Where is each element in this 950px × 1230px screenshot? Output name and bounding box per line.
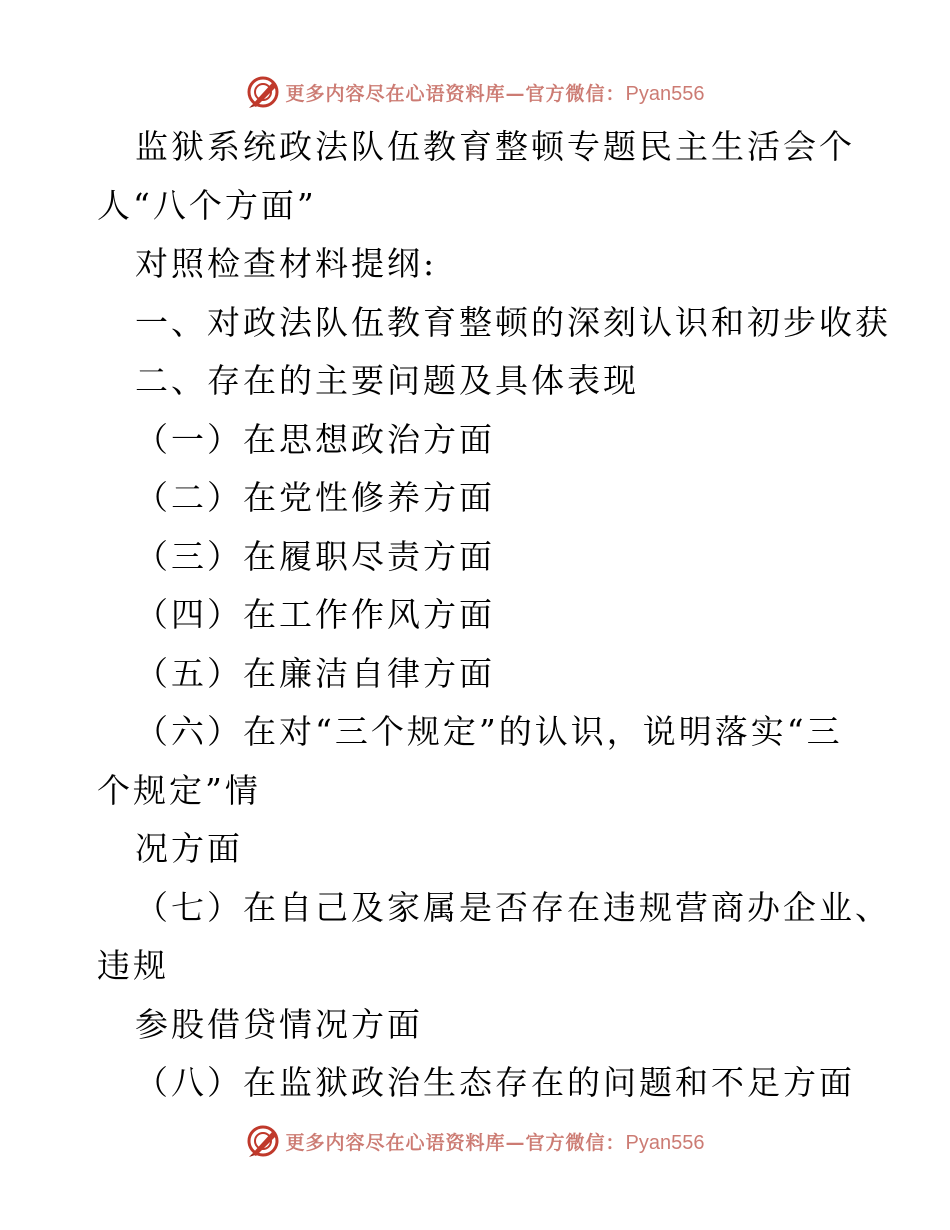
header-watermark xyxy=(0,72,950,112)
watermark-wechat-id: Pyan556 xyxy=(625,1131,705,1154)
watermark-wechat-id: Pyan556 xyxy=(625,82,705,105)
watermark-text-cn: 更多内容尽在心语资料库—官方微信： xyxy=(285,1131,626,1154)
section-two-heading: 二、存在的主要问题及具体表现 xyxy=(135,361,639,400)
pen-logo-icon xyxy=(246,1124,280,1158)
item-6-line-2: 个规定”情 xyxy=(97,770,261,810)
item-8: （八）在监狱政治生态存在的问题和不足方面 xyxy=(135,1063,855,1102)
item-6-line-1: （六）在对“三个规定”的认识，说明落实“三 xyxy=(135,712,843,751)
section-one-heading: 一、对政法队伍教育整顿的深刻认识和初步收获 xyxy=(135,302,891,342)
item-3: （三）在履职尽责方面 xyxy=(135,536,495,576)
doc-title-line-2: 人“八个方面” xyxy=(97,185,317,225)
document-body xyxy=(97,118,891,1113)
item-2: （二）在党性修养方面 xyxy=(135,478,495,517)
watermark-text xyxy=(286,79,705,106)
item-7-line-3: 参股借贷情况方面 xyxy=(135,1004,423,1044)
pen-logo-icon xyxy=(246,75,280,109)
watermark-text xyxy=(286,1128,705,1155)
item-5: （五）在廉洁自律方面 xyxy=(135,653,495,693)
item-6-line-3: 况方面 xyxy=(135,829,243,868)
item-7-line-1: （七）在自己及家属是否存在违规营商办企业、 xyxy=(135,887,891,927)
item-7-line-2: 违规 xyxy=(97,946,169,985)
doc-subtitle: 对照检查材料提纲: xyxy=(135,244,438,283)
item-1: （一）在思想政治方面 xyxy=(135,419,495,459)
item-4: （四）在工作作风方面 xyxy=(135,595,495,634)
footer-watermark xyxy=(0,1121,950,1161)
doc-title-line-1: 监狱系统政法队伍教育整顿专题民主生活会个 xyxy=(135,127,855,166)
watermark-text-cn: 更多内容尽在心语资料库—官方微信： xyxy=(285,82,626,105)
